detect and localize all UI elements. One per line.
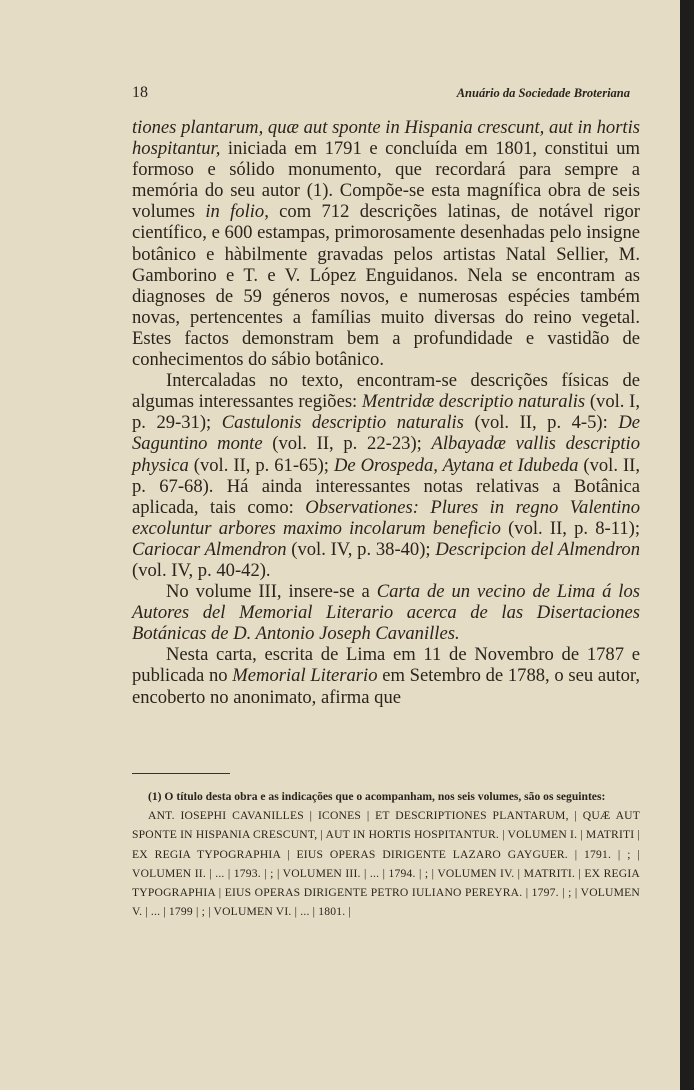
text-run: (vol. II, p. 61-65); bbox=[188, 454, 334, 476]
italic-text: De Orospeda, Aytana et Idubeda bbox=[333, 454, 579, 476]
italic-text: Mentridæ descriptio naturalis bbox=[361, 391, 586, 413]
text-run: (vol. II, p. 22-23); bbox=[262, 433, 432, 455]
italic-text: Descripcion del Almendron bbox=[435, 538, 640, 560]
text-run: em Setembro de 1788, o seu autor, encoberto no anonimato, afirma que bbox=[132, 665, 641, 708]
text-run: Nesta carta, escrita de Lima em 11 de Novembro de 1787 e publicada no bbox=[132, 644, 640, 687]
text-run: Intercaladas no texto, encontram-se descrições físicas de algumas interessantes regiões: bbox=[132, 370, 640, 413]
footnote-lead: (1) O título desta obra e as indicações que o acompanham, nos seis volumes, são os seguintes: bbox=[148, 790, 606, 803]
text-run: (vol. IV, p. 38-40); bbox=[286, 538, 436, 560]
italic-text: Carta de un vecino de Lima á los Autores del Memorial Literario acerca de las Disertaciones Botánicas de D. Antonio Joseph Cavanilles. bbox=[132, 581, 641, 645]
text-run: (vol. II, p. 8-11); bbox=[500, 517, 640, 539]
footnotes bbox=[132, 787, 640, 921]
running-head: Anuário da Sociedade Broteriana bbox=[456, 86, 630, 100]
page-header bbox=[132, 84, 630, 108]
paragraph bbox=[132, 370, 640, 581]
text-run: com 712 descrições latinas, de notável rigor científico, e 600 estampas, primorosamente desenhadas pelo insigne botânico e hàbilmente gravadas pelos artistas Natal Sellier, M. Gamborino e T. e V. López Enguidanos. Nela se encontram as diagnoses de 59 géneros novos, e numerosas espécies também novas, pertencentes a famílias muito diversas do reino vegetal. Estes factos demonstram bem a profundidade e vastidão de conhecimentos do sábio botânico. bbox=[132, 201, 640, 371]
italic-text: Memorial Literario bbox=[232, 665, 378, 687]
paragraph bbox=[132, 581, 640, 644]
text-run: (vol. IV, p. 40-42). bbox=[132, 559, 271, 581]
paragraph bbox=[132, 644, 640, 707]
text-run: iniciada em 1791 e concluída em 1801, constitui um formoso e sólido monumento, que recordará para sempre a memória do seu autor (1). Compõe-se esta magnífica obra de seis volumes bbox=[132, 138, 640, 223]
text-run: (vol. II, p. 67-68). Há ainda interessantes notas relativas a Botânica aplicada, tais como: bbox=[132, 454, 640, 518]
footnote-citation: ANT. IOSEPHI CAVANILLES | ICONES | ET DESCRIPTIONES PLANTARUM, | QUÆ AUT SPONTE IN HISPANIA CRESCUNT, | AUT IN HORTIS HOSPITANTUR. | VOLUMEN I. | MATRITI | EX REGIA TYPOGRAPHIA | EIUS OPERAS DIRIGENTE LAZARO GAYGUER. | 1791. | ; | VOLUMEN II. | ... | 1793. | ; | VOLUMEN III. | ... | 1794. | ; | VOLUMEN IV. | MATRITI. | EX REGIA TYPOGRAPHIA | EIUS OPERAS DIRIGENTE PETRO IULIANO PEREYRA. | 1797. | ; | VOLUMEN V. | ... | 1799 | ; | VOLUMEN VI. | ... | 1801. | bbox=[132, 809, 640, 919]
italic-text: Albayadæ vallis descriptio physica bbox=[132, 433, 640, 476]
italic-text: in folio, bbox=[205, 201, 269, 223]
italic-text: tiones plantarum, quæ aut sponte in Hispania crescunt, aut in hortis hospitantur, bbox=[132, 117, 640, 160]
footnote-divider bbox=[132, 773, 230, 774]
italic-text: Cariocar Almendron bbox=[132, 538, 287, 560]
italic-text: Castulonis descriptio naturalis bbox=[221, 412, 464, 434]
italic-text: De Saguntino monte bbox=[132, 412, 640, 455]
italic-text: Observationes: Plures in regno Valentino excoluntur arbores maximo incolarum beneficio bbox=[132, 496, 640, 539]
page-number: 18 bbox=[132, 84, 148, 101]
text-run: (vol. II, p. 4-5): bbox=[463, 412, 619, 434]
text-run: No volume III, insere-se a bbox=[166, 581, 377, 603]
paragraph bbox=[132, 117, 640, 370]
text-run: (vol. I, p. 29-31); bbox=[132, 391, 640, 434]
body-text bbox=[132, 117, 640, 708]
